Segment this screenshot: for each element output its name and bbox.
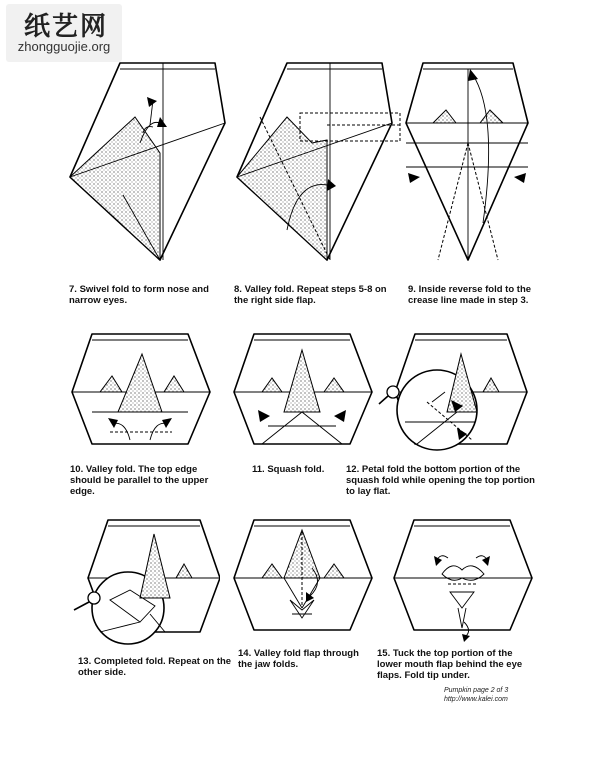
step-11-number: 11. — [252, 464, 265, 475]
step-7-text: Swivel fold to form nose and narrow eyes. — [69, 284, 209, 306]
step-15-text: Tuck the top portion of the lower mouth flap behind the eye flaps. Fold tip under. — [377, 648, 523, 681]
step-10-number: 10. — [70, 464, 84, 475]
step-8-text: Valley fold. Repeat steps 5-8 on the right side flap. — [234, 284, 387, 306]
step-15-caption — [377, 648, 537, 681]
step-11-diagram — [232, 332, 397, 462]
step-10-text: Valley fold. The top edge should be parallel to the upper edge. — [70, 464, 209, 497]
footer-page-label: Pumpkin page 2 of 3 — [444, 687, 509, 694]
step-14-caption — [238, 648, 373, 670]
step-8-diagram — [232, 55, 397, 285]
step-9-diagram — [398, 55, 563, 285]
step-7-caption — [69, 284, 229, 306]
step-14-text: Valley fold flap through the jaw folds. — [238, 648, 359, 670]
watermark-url: zhongguojie.org — [17, 39, 111, 54]
step-8-caption — [234, 284, 399, 306]
step-8-number: 8. — [234, 284, 242, 295]
step-12-number: 12. — [346, 464, 360, 475]
step-12-caption — [346, 464, 536, 497]
step-13-text: Completed fold. Repeat on the other side. — [78, 656, 232, 678]
step-12-text: Petal fold the bottom portion of the squash fold while opening the top portion to lay flat. — [346, 464, 535, 497]
step-11-text: Squash fold. — [267, 464, 325, 475]
step-15-diagram — [392, 518, 557, 648]
step-9-text: Inside reverse fold to the crease line made in step 3. — [408, 284, 532, 306]
footer-url: http://www.kalei.com — [444, 696, 508, 703]
watermark-logo: 纸艺网 — [23, 12, 108, 42]
step-9-number: 9. — [408, 284, 416, 295]
step-13-diagram — [70, 518, 235, 653]
step-12-diagram — [377, 332, 542, 462]
step-15-number: 15. — [377, 648, 391, 659]
page-footer — [444, 686, 508, 704]
step-14-diagram — [232, 518, 397, 648]
step-13-caption — [78, 656, 233, 678]
step-7-diagram — [65, 55, 230, 285]
step-9-caption — [408, 284, 538, 306]
watermark — [6, 4, 122, 62]
step-7-number: 7. — [69, 284, 77, 295]
step-10-diagram — [70, 332, 235, 462]
step-10-caption — [70, 464, 220, 497]
step-13-number: 13. — [78, 656, 92, 667]
step-14-number: 14. — [238, 648, 252, 659]
